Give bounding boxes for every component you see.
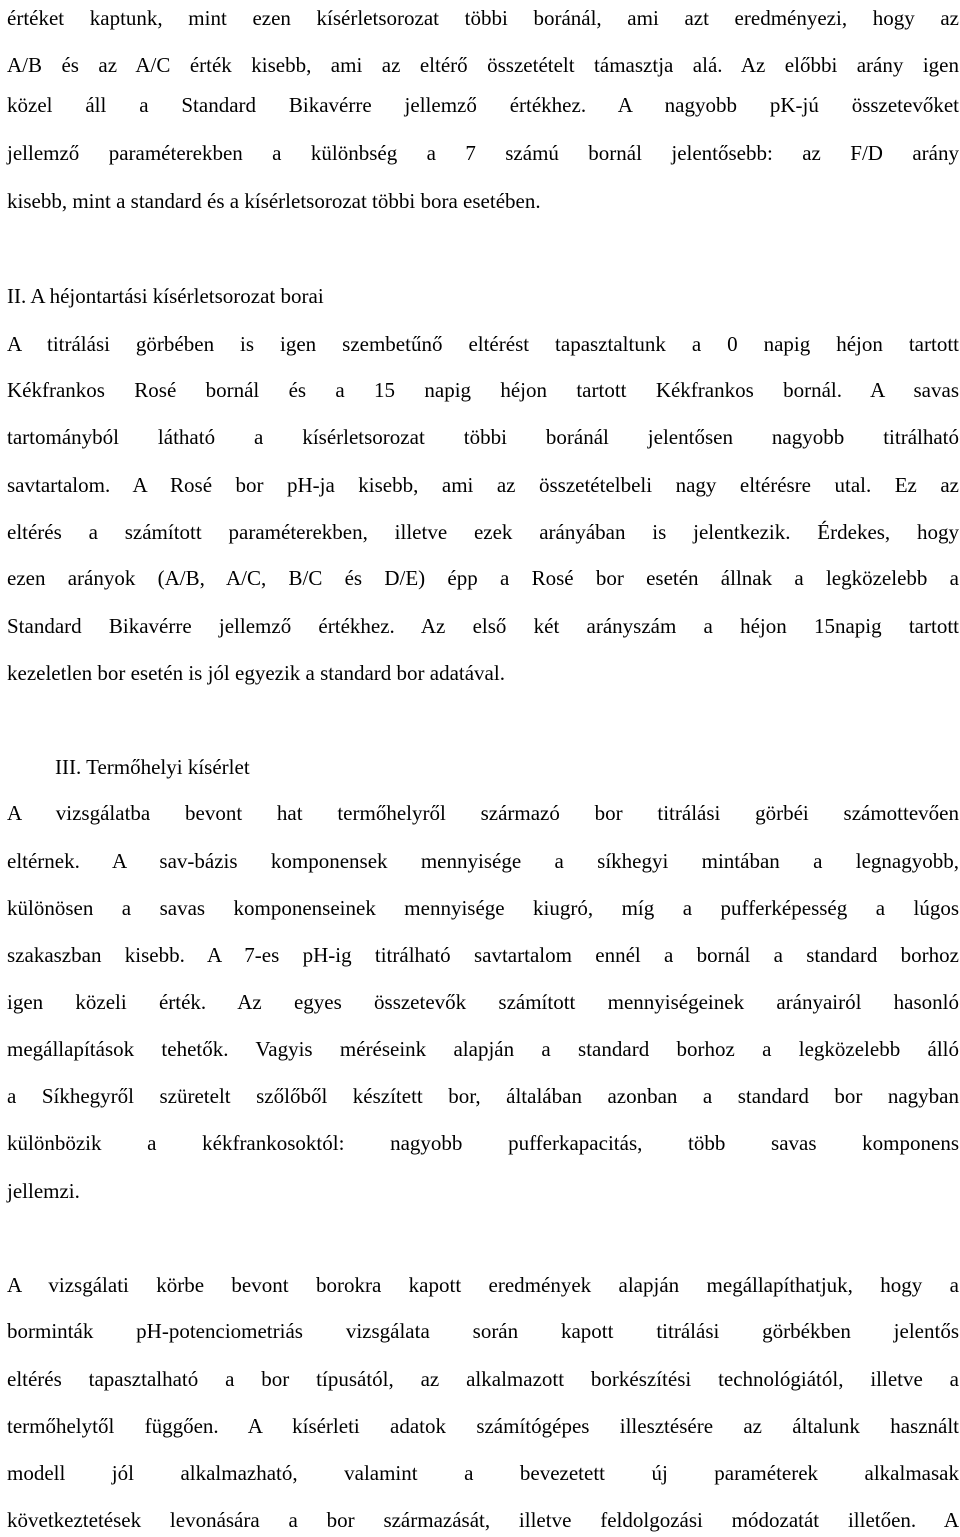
text-line: borminták pH-potenciometriás vizsgálata során kapott titrálási görbékben jelentős xyxy=(7,1319,959,1343)
text-line: eltérés tapasztalható a bor típusától, az alkalmazott borkészítési technológiától, illetve a xyxy=(7,1367,959,1391)
text-line: közel áll a Standard Bikavérre jellemző értékhez. A nagyobb pK-jú összetevőket xyxy=(7,93,959,117)
text-line: savtartalom. A Rosé bor pH-ja kisebb, ami az összetételbeli nagy eltérésre utal. Ez az xyxy=(7,473,959,497)
text-line: A vizsgálati körbe bevont borokra kapott eredmények alapján megállapíthatjuk, hogy a xyxy=(7,1273,959,1297)
text-line: A vizsgálatba bevont hat termőhelyről származó bor titrálási görbéi számottevően xyxy=(7,801,959,825)
text-line: modell jól alkalmazható, valamint a bevezetett új paraméterek alkalmasak xyxy=(7,1461,959,1485)
text-line: értéket kaptunk, mint ezen kísérletsorozat többi boránál, ami azt eredményezi, hogy az xyxy=(7,6,959,30)
text-line: különbözik a kékfrankosoktól: nagyobb pufferkapacitás, több savas komponens xyxy=(7,1131,959,1155)
text-line: a Síkhegyről szüretelt szőlőből készített bor, általában azonban a standard bor nagyban xyxy=(7,1084,959,1108)
text-line: kezeletlen bor esetén is jól egyezik a standard bor adatával. xyxy=(7,661,505,685)
section-heading: II. A héjontartási kísérletsorozat borai xyxy=(7,284,324,308)
text-line: jellemzi. xyxy=(7,1179,80,1203)
text-line: szakaszban kisebb. A 7-es pH-ig titrálható savtartalom ennél a bornál a standard borhoz xyxy=(7,943,959,967)
text-line: A/B és az A/C érték kisebb, ami az eltérő összetételt támasztja alá. Az előbbi arány igen xyxy=(7,53,959,77)
text-line: eltérnek. A sav-bázis komponensek mennyisége a síkhegyi mintában a legnagyobb, xyxy=(7,849,959,873)
text-line: termőhelytől függően. A kísérleti adatok számítógépes illesztésére az általunk használt xyxy=(7,1414,959,1438)
text-line: Standard Bikavérre jellemző értékhez. Az első két arányszám a héjon 15napig tartott xyxy=(7,614,959,638)
section-heading: III. Termőhelyi kísérlet xyxy=(55,755,250,779)
text-line: Kékfrankos Rosé bornál és a 15 napig héjon tartott Kékfrankos bornál. A savas xyxy=(7,378,959,402)
text-line: A titrálási görbében is igen szembetűnő eltérést tapasztaltunk a 0 napig héjon tartott xyxy=(7,332,959,356)
text-line: igen közeli érték. Az egyes összetevők számított mennyiségeinek arányairól hasonló xyxy=(7,990,959,1014)
text-line: tartományból látható a kísérletsorozat többi boránál jelentősen nagyobb titrálható xyxy=(7,425,959,449)
text-line: ezen arányok (A/B, A/C, B/C és D/E) épp a Rosé bor esetén állnak a legközelebb a xyxy=(7,566,959,590)
text-line: eltérés a számított paraméterekben, illetve ezek arányában is jelentkezik. Érdekes, hogy xyxy=(7,520,959,544)
text-line: következtetések levonására a bor származását, illetve feldolgozási módozatát illetően. A xyxy=(7,1508,959,1532)
text-line: kisebb, mint a standard és a kísérletsorozat többi bora esetében. xyxy=(7,189,541,213)
text-line: megállapítások tehetők. Vagyis méréseink alapján a standard borhoz a legközelebb álló xyxy=(7,1037,959,1061)
text-line: jellemző paraméterekben a különbség a 7 számú bornál jelentősebb: az F/D arány xyxy=(7,141,959,165)
text-line: különösen a savas komponenseinek mennyisége kiugró, míg a pufferképesség a lúgos xyxy=(7,896,959,920)
